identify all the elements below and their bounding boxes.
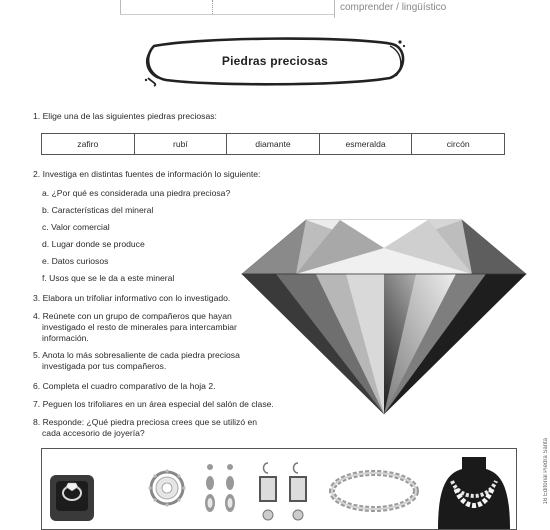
title-banner [140,34,410,88]
question-3 [33,293,230,304]
question-number: 5. [33,350,41,360]
subitem-a [42,188,230,199]
header-divider [120,0,121,14]
subitem-letter: c. [42,222,49,232]
question-text: Completa el cuadro comparativo de la hoja 2. [42,381,216,391]
stone-option[interactable]: diamante [226,134,319,154]
question-number: 7. [33,399,41,409]
question-text-line: investigada por tus compañeros. [42,361,167,371]
question-6 [33,381,216,392]
question-text-line: cada accesorio de joyería? [42,428,145,438]
question-number: 8. [33,417,41,427]
stones-table [41,133,505,155]
question-8 [33,417,257,439]
question-2 [33,169,260,180]
subitem-text: Datos curiosos [51,256,109,266]
subitem-f [42,273,174,284]
question-number: 3. [33,293,41,303]
question-4 [33,311,237,344]
page-title: Piedras preciosas [221,54,329,68]
header-divider-right [334,0,335,18]
ring-icon [142,463,192,513]
subitem-text: Usos que se le da a este mineral [49,273,175,283]
question-text: Investiga en distintas fuentes de información lo siguiente: [42,169,261,179]
subitem-b [42,205,153,216]
publisher-credit: 16 Editorial Piedra Santa [543,438,549,505]
question-text: Elige una de las siguientes piedras preciosas: [42,111,217,121]
question-number: 1. [33,111,41,121]
header-dotted-divider [212,0,213,14]
subitem-e [42,256,108,267]
earrings-drop-icon [200,459,240,525]
subitem-c [42,222,110,233]
subitem-text: Valor comercial [51,222,110,232]
ring-box-icon [48,471,96,523]
subitem-letter: e. [42,256,50,266]
question-text: Elabora un trifoliar informativo con lo investigado. [42,293,231,303]
stone-option[interactable]: circón [411,134,504,154]
question-text-line: Responde: ¿Qué piedra preciosa crees que se utilizó en [42,417,258,427]
subitem-letter: d. [42,239,50,249]
earrings-square-icon [254,459,312,525]
question-number: 2. [33,169,41,179]
question-text-line: investigado el resto de minerales para intercambiar [42,322,237,332]
question-7 [33,399,274,410]
subitem-d [42,239,145,250]
subitem-letter: f. [42,273,47,283]
header-note: comprender / lingüístico [340,2,447,13]
question-text-line: información. [42,333,89,343]
question-text: Peguen los trifoliares en un área especial del salón de clase. [42,399,274,409]
diamond-image [236,208,532,420]
question-1 [33,111,217,122]
subitem-text: Características del mineral [51,205,154,215]
question-text-line: Anota lo más sobresaliente de cada piedra preciosa [42,350,240,360]
stone-option[interactable]: esmeralda [319,134,412,154]
header-rule [120,14,334,15]
stone-option[interactable]: zafiro [77,139,99,149]
subitem-text: Lugar donde se produce [51,239,145,249]
question-text-line: Reúnete con un grupo de compañeros que hayan [42,311,232,321]
subitem-text: ¿Por qué es considerada una piedra preciosa? [51,188,231,198]
question-number: 4. [33,311,41,321]
subitem-letter: a. [42,188,50,198]
stone-option[interactable]: rubí [134,134,227,154]
bracelet-icon [326,465,422,517]
question-number: 6. [33,381,41,391]
question-5 [33,350,240,372]
subitem-letter: b. [42,205,50,215]
